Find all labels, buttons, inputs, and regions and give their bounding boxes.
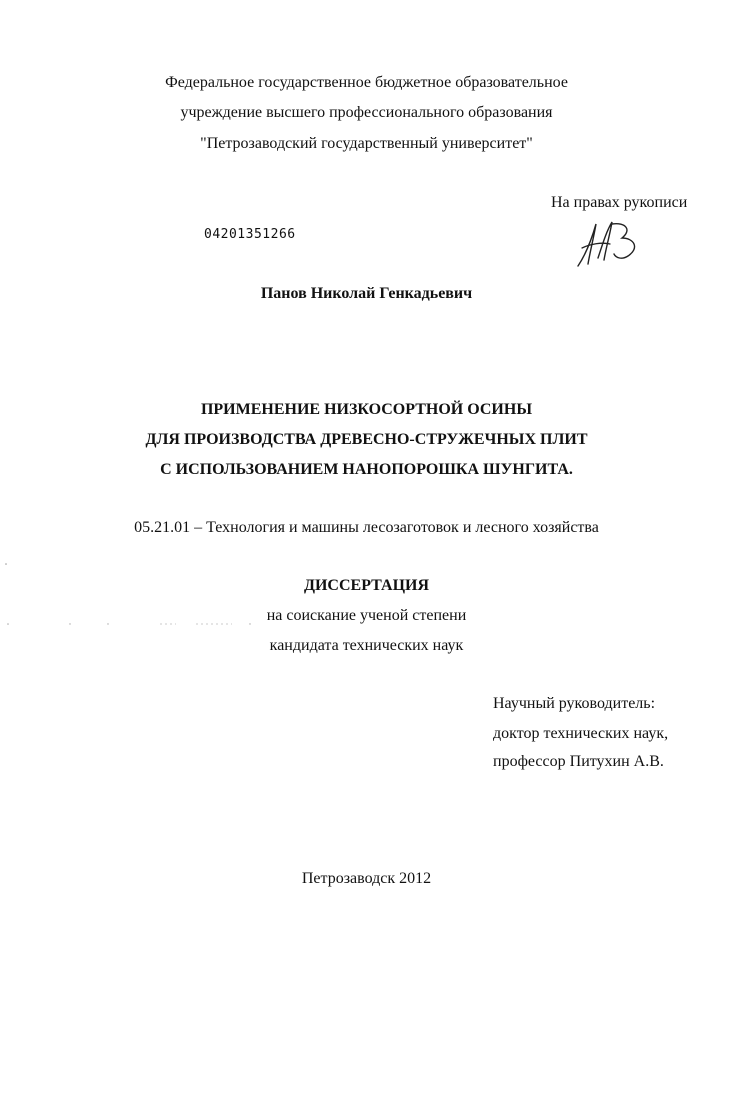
supervisor-name: профессор Питухин А.В. — [493, 753, 664, 770]
scan-specks — [0, 560, 300, 630]
title-line-1: ПРИМЕНЕНИЕ НИЗКОСОРТНОЙ ОСИНЫ — [200, 401, 533, 418]
institution-line-1: Федеральное государственное бюджетное образовательное — [165, 74, 568, 91]
city-year: Петрозаводск 2012 — [301, 870, 432, 887]
author-name: Панов Николай Генкадьевич — [260, 285, 473, 302]
rights-note: На правах рукописи — [551, 194, 688, 211]
degree-line-2: кандидата технических наук — [269, 637, 464, 654]
institution-line-3: "Петрозаводский государственный университет" — [200, 135, 533, 152]
dissertation-heading: ДИССЕРТАЦИЯ — [303, 577, 430, 594]
registration-number: 04201351266 — [204, 227, 296, 242]
title-line-3: С ИСПОЛЬЗОВАНИЕМ НАНОПОРОШКА ШУНГИТА. — [160, 461, 573, 478]
handwritten-signature — [572, 218, 644, 270]
degree-line-1: на соискание ученой степени — [266, 607, 467, 624]
title-line-2: ДЛЯ ПРОИЗВОДСТВА ДРЕВЕСНО-СТРУЖЕЧНЫХ ПЛИТ — [145, 431, 588, 448]
institution-line-2: учреждение высшего профессионального образования — [180, 104, 553, 121]
supervisor-label: Научный руководитель: — [493, 695, 656, 712]
specialty-code: 05.21.01 – Технология и машины лесозаготовок и лесного хозяйства — [134, 519, 599, 536]
supervisor-degree: доктор технических наук, — [493, 725, 669, 742]
